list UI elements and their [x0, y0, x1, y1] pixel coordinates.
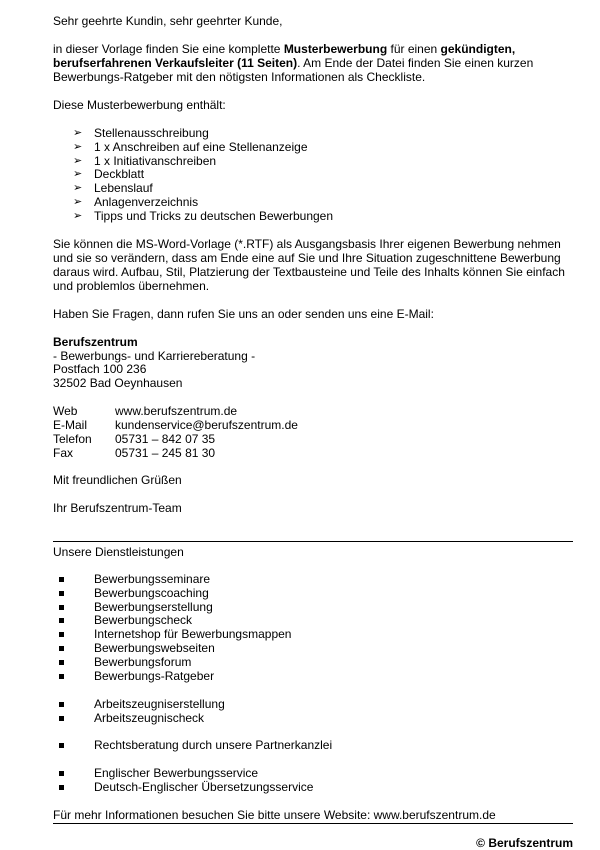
website-link[interactable]: www.berufszentrum.de [115, 404, 238, 418]
square-bullet-icon [59, 618, 64, 623]
arrow-bullet-icon: ➢ [73, 182, 83, 195]
list-item: Deutsch-Englischer Übersetzungsservice [53, 780, 313, 794]
square-bullet-icon [59, 674, 64, 679]
list-item: Bewerbungscheck [53, 613, 291, 627]
arrow-bullet-icon: ➢ [73, 195, 83, 208]
list-item: Rechtsberatung durch unsere Partnerkanzlei [53, 738, 332, 752]
company-tagline: - Bewerbungs- und Karriereberatung - [53, 349, 256, 363]
questions-text: Haben Sie Fragen, dann rufen Sie uns an oder senden uns eine E-Mail: [53, 307, 434, 321]
list-item: Internetshop für Bewerbungsmappen [53, 627, 291, 641]
list-item: Bewerbungsforum [53, 655, 291, 669]
services-heading: Unsere Dienstleistungen [53, 545, 184, 559]
contact-label: E-Mail [53, 418, 88, 432]
divider [53, 541, 573, 542]
list-item: ➢ Stellenausschreibung [73, 126, 209, 140]
square-bullet-icon [59, 771, 64, 776]
email-link[interactable]: kundenservice@berufszentrum.de [115, 418, 298, 432]
contact-phone [53, 432, 215, 446]
company-name: Berufszentrum [53, 335, 138, 349]
contents-list [53, 126, 333, 223]
intro-bold-2: gekündigten, berufserfahrenen Verkaufsleiter (11 Seiten) [53, 42, 516, 70]
closing: Mit freundlichen Grüßen [53, 473, 182, 487]
square-bullet-icon [59, 646, 64, 651]
square-bullet-icon [59, 605, 64, 610]
list-item: ➢ Lebenslauf [73, 181, 153, 196]
greeting: Sehr geehrte Kundin, sehr geehrter Kunde, [53, 14, 283, 28]
square-bullet-icon [59, 632, 64, 637]
list-item: Bewerbungsseminare [53, 572, 291, 586]
services-list-4 [53, 766, 313, 794]
arrow-bullet-icon: ➢ [73, 154, 83, 167]
services-list-3 [53, 738, 332, 752]
signature: Ihr Berufszentrum-Team [53, 501, 182, 515]
intro-text-1: in dieser Vorlage finden Sie eine komplette [53, 42, 284, 56]
company-postbox: Postfach 100 236 [53, 362, 147, 376]
usage-paragraph: Sie können die MS-Word-Vorlage (*.RTF) als Ausgangsbasis Ihrer eigenen Bewerbung nehmen und sie so verändern, dass am Ende eine auf Sie und Ihre Situation zugeschnittene Bewerbung daraus wird. Aufbau, Stil, Platzierung der Textbausteine und Teile des Inhalts können Sie einfach und problemlos übernehmen. [53, 237, 565, 293]
fax-number: 05731 – 245 81 30 [115, 446, 216, 460]
intro-text-2: für einen [387, 42, 441, 56]
contact-web [53, 404, 237, 418]
square-bullet-icon [59, 716, 64, 721]
intro-bold-1: Musterbewerbung [283, 42, 388, 56]
square-bullet-icon [59, 785, 64, 790]
list-item: ➢ 1 x Initiativanschreiben [73, 153, 217, 168]
contact-label: Web [53, 404, 78, 418]
copyright: © Berufszentrum [476, 836, 573, 850]
intro-text-3: . Am Ende der Datei finden Sie einen kurzen Bewerbungs-Ratgeber mit den nötigsten Informationen als Checkliste. [53, 56, 534, 84]
contact-label: Telefon [53, 432, 92, 446]
list-item: Englischer Bewerbungsservice [53, 766, 313, 780]
list-item: ➢ Deckblatt [73, 167, 145, 182]
list-item: Bewerbungscoaching [53, 586, 291, 600]
list-item: Bewerbungs-Ratgeber [53, 669, 291, 683]
arrow-bullet-icon: ➢ [73, 127, 83, 139]
arrow-bullet-icon: ➢ [73, 168, 83, 181]
square-bullet-icon [59, 591, 64, 596]
contents-heading: Diese Musterbewerbung enthält: [53, 98, 226, 112]
services-list-1 [53, 572, 291, 682]
contact-email [53, 418, 298, 432]
square-bullet-icon [59, 577, 64, 582]
square-bullet-icon [59, 660, 64, 665]
list-item: Arbeitszeugnischeck [53, 711, 225, 725]
intro-paragraph [53, 42, 573, 84]
square-bullet-icon [59, 743, 64, 748]
list-item: ➢ Anlagenverzeichnis [73, 194, 199, 209]
list-item: Arbeitszeugniserstellung [53, 697, 225, 711]
list-item: Bewerbungserstellung [53, 600, 291, 614]
footer-divider [53, 823, 573, 824]
arrow-bullet-icon: ➢ [73, 209, 83, 222]
arrow-bullet-icon: ➢ [73, 140, 83, 153]
list-item: ➢ 1 x Anschreiben auf eine Stellenanzeige [73, 139, 308, 154]
list-item: Bewerbungswebseiten [53, 641, 291, 655]
services-list-2 [53, 697, 225, 725]
contact-fax [53, 446, 215, 460]
list-item: ➢ Tipps und Tricks zu deutschen Bewerbungen [73, 208, 334, 223]
company-city: 32502 Bad Oeynhausen [53, 376, 183, 390]
square-bullet-icon [59, 702, 64, 707]
contact-label: Fax [53, 446, 74, 460]
phone-number: 05731 – 842 07 35 [115, 432, 216, 446]
footer-text: Für mehr Informationen besuchen Sie bitte unsere Website: www.berufszentrum.de [53, 808, 496, 822]
